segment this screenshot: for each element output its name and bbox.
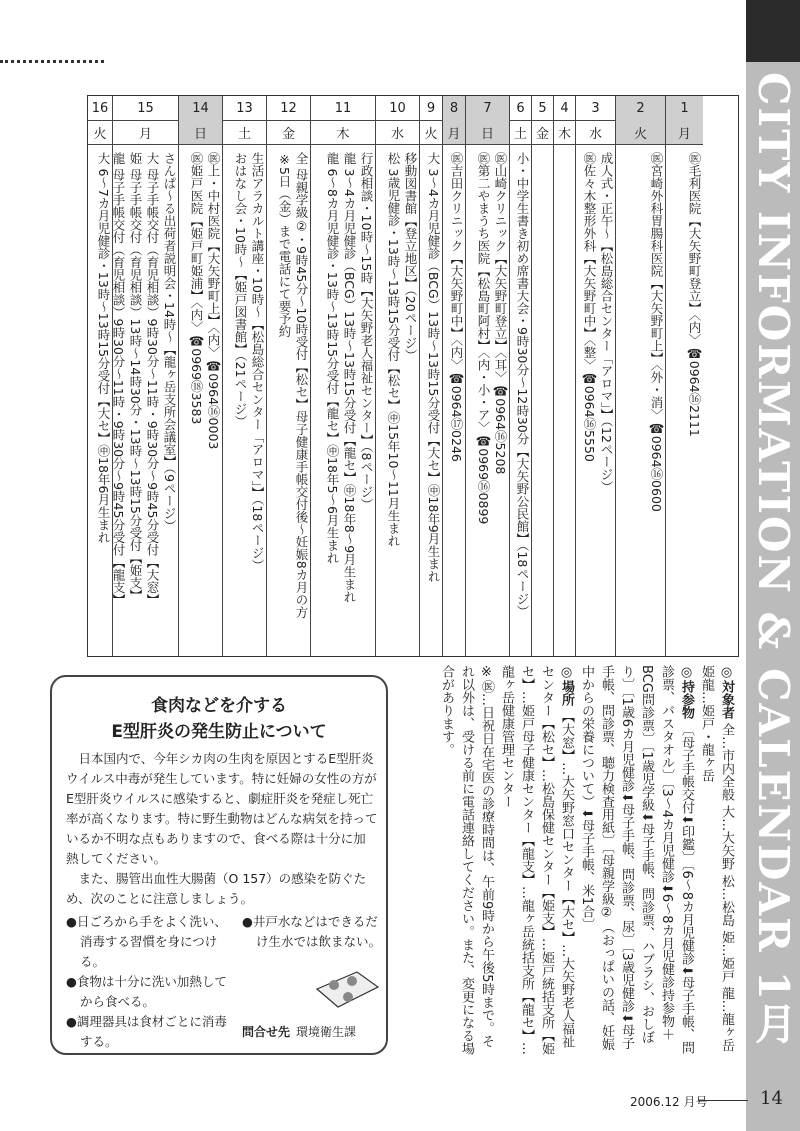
day-events — [420, 146, 442, 656]
notice-bullet-right — [242, 912, 382, 952]
day-number: 8 — [443, 96, 465, 121]
weekday: 土 — [510, 120, 531, 145]
notice-paragraph-2: また、腸管出血性大腸菌（O 157）の感染を防ぐため、次のことに注意しましょう。 — [66, 871, 367, 906]
calendar-day-column — [376, 96, 420, 656]
calendar-event: 移動図書館【登立地区】（20ページ） — [403, 152, 418, 362]
day-events — [554, 146, 575, 656]
calendar-day-column — [554, 96, 576, 656]
calendar-notes — [400, 665, 736, 1055]
calendar-day-column — [420, 96, 443, 656]
banner-cap — [746, 0, 800, 62]
day-number: 14 — [179, 96, 222, 121]
calendar-event: 成人式・正午～【松島総合センター「アロマ」】（12ページ） — [599, 152, 614, 493]
footer-rule — [698, 1100, 748, 1101]
calendar-event: おはなし会・10時～【姫戸図書館】（21ページ） — [233, 152, 248, 428]
notice-title-line1: 食肉などを介する — [151, 696, 287, 716]
place-label: ◎場所 — [559, 665, 574, 706]
calendar-event: ㊩佐々木整形外科【大矢野町中】〈整〉☎0964⑯5550 — [582, 152, 597, 462]
weekday: 金 — [532, 120, 553, 145]
calendar-event: 大 3～4カ月児健診（BCG）13時～13時15分受付【大セ】㊥18年9月生まれ — [426, 152, 441, 583]
calendar-event: 大 母子手帳交付（育児相談）9時30分～11時・9時30分～9時45分受付【大窓】 — [145, 152, 160, 606]
day-number: 16 — [88, 96, 112, 121]
calendar-day-column — [510, 96, 532, 656]
day-number: 9 — [420, 96, 442, 121]
calendar-table — [87, 95, 739, 657]
weekday: 金 — [267, 120, 310, 145]
day-events — [666, 146, 703, 656]
day-number: 15 — [113, 96, 178, 121]
bullet-item: ●調理器具は食材ごとに消毒する。 — [66, 1014, 227, 1049]
issue-label: 2006.12 月号 — [630, 1095, 708, 1109]
weekday: 日 — [466, 120, 509, 145]
items-text: 〔母子手帳交付⬇印鑑〕〔6～8カ月児健診⬇母子手帳、問診票、バスタオル〕〔3～4カ月児健診⬇6～8カ月児健診持参物＋BCG問診票〕〔1歳児学級⬇母子手帳、問診票、ハブラシ、おしぼり〕〔1歳6カ月児健診⬇母子手帳、問診票、尿〕〔3歳児健診⬇母子手帳、問診票、聴力検査用紙〕〔母親学級②（おっぱいの話、妊娠中からの栄養について）⬇母子手帳、米1合〕 — [579, 665, 694, 1054]
day-number: 7 — [466, 96, 509, 121]
calendar-day-column — [179, 96, 223, 656]
cutting-board-illustration — [312, 967, 382, 1012]
weekday: 火 — [420, 120, 442, 145]
notice-title-line2: E型肝炎の発生防止について — [111, 722, 327, 742]
weekday: 月 — [113, 120, 178, 145]
calendar-day-column — [113, 96, 179, 656]
day-events — [510, 146, 531, 656]
items-label: ◎持参物 — [679, 665, 694, 719]
day-events — [267, 146, 310, 656]
day-number: 3 — [576, 96, 615, 121]
weekday: 日 — [179, 120, 222, 145]
calendar-event: ※5日（金）まで電話にて要予約 — [277, 152, 292, 338]
weekday: 土 — [223, 120, 266, 145]
calendar-event: ㊩上・中村医院【大矢野町上】〈内〉☎0964⑯0003 — [206, 152, 221, 450]
day-events — [88, 146, 112, 656]
calendar-event: ㊩姫戸医院【姫戸町姫浦】〈内〉☎0969⑱3583 — [189, 152, 204, 425]
contact-label: 問合せ先 — [242, 1025, 291, 1039]
day-number: 4 — [554, 96, 575, 121]
notice-paragraph-1: 日本国内で、今年シカ肉の生肉を原因とするE型肝炎ウイルス中毒が発生しています。特に妊婦の女性の方がE型肝炎ウイルスに感染すると、劇症肝炎を発症し死亡率が高くなります。特に野生動物はどんな病気を持っているか不明な点もありますので、食べる際は十分に加熱してください。 — [66, 751, 378, 866]
place-text: 【大窓】…大矢野窓口センター【大セ】…大矢野老人福祉センター【松セ】…松島保健センター【姫支】…姫戸統括支所【姫セ】…姫戸母子健康センター【龍支】…龍ヶ岳統括支所【龍セ】…龍ヶ岳健康管理センター — [499, 665, 574, 1055]
calendar-day-column — [616, 96, 666, 656]
weekday: 木 — [311, 120, 375, 145]
day-events — [311, 146, 375, 656]
day-number: 12 — [267, 96, 310, 121]
target-note — [696, 665, 736, 1055]
bullet-item: ●井戸水などはできるだけ生水では飲まない。 — [242, 914, 382, 949]
calendar-event: ㊩宮崎外科胃腸科医院【大矢野町上】〈外・消〉☎0964⑯0600 — [649, 152, 664, 512]
calendar-event: ㊩毛利医院【大矢野町登立】〈内〉☎0964⑯2111 — [687, 152, 702, 437]
calendar-day-column — [223, 96, 267, 656]
day-number: 5 — [532, 96, 553, 121]
place-note — [496, 665, 576, 1055]
day-events — [576, 146, 615, 656]
calendar-event: ㊩山崎クリニック【大矢野町登立】〈耳〉☎0964⑯5208 — [493, 152, 508, 475]
banner-title: CITY INFORMATION & CALENDAR 1月 — [749, 72, 798, 1046]
weekday: 水 — [576, 120, 615, 145]
day-events — [376, 146, 419, 656]
calendar-day-column — [267, 96, 311, 656]
weekday: 木 — [554, 120, 575, 145]
section-banner — [746, 0, 800, 1131]
calendar-event: 龍 母子手帳交付（育児相談）9時30分～11時・9時30分～9時45分受付【龍支】 — [111, 152, 126, 606]
day-events — [616, 146, 665, 656]
weekday: 火 — [616, 120, 665, 145]
target-label: ◎対象者 — [719, 665, 734, 719]
page-number: 14 — [760, 1088, 783, 1109]
contact-line — [242, 1023, 356, 1040]
contact-department: 環境衛生課 — [296, 1025, 357, 1039]
calendar-day-column — [666, 96, 703, 656]
calendar-event: 大 6～7カ月児健診・13時～13時15分受付【大セ】㊥18年6月生まれ — [96, 152, 111, 544]
day-number: 6 — [510, 96, 531, 121]
notice-body — [66, 749, 378, 909]
day-number: 2 — [616, 96, 665, 121]
weekday: 月 — [443, 120, 465, 145]
day-events — [532, 146, 553, 656]
calendar-event: ㊩吉田クリニック【大矢野町中】〈内〉☎0964⑰0246 — [449, 152, 464, 462]
calendar-event: 小・中学生書き初め席書大会・9時30分～12時30分【大矢野公民館】（18ページ） — [515, 152, 530, 618]
weekday: 火 — [88, 120, 112, 145]
calendar-day-column — [576, 96, 616, 656]
calendar-day-column — [311, 96, 376, 656]
calendar-event: 全 母親学級②・9時45分～10時受付【松セ】母子健康手帳交付後～妊娠8カ月の方 — [294, 152, 309, 619]
day-number: 11 — [311, 96, 375, 121]
day-events — [113, 146, 178, 656]
calendar-day-column — [532, 96, 554, 656]
calendar-day-column — [466, 96, 510, 656]
calendar-event: 行政相談・10時～15時【大矢野老人福祉センター】（8ページ） — [359, 152, 374, 511]
weekday: 水 — [376, 120, 419, 145]
calendar-event: ㊩第二やまうち医院【松島町阿村】〈内・小・ア〉☎0969⑯0899 — [476, 152, 491, 525]
day-number: 10 — [376, 96, 419, 121]
calendar-day-column — [443, 96, 466, 656]
calendar-event: 龍 6～8カ月児健診・13時～13時15分受付【龍セ】㊥18年5～6月生まれ — [325, 152, 340, 564]
calendar-event: 姫 母子手帳交付（育児相談）13時～14時30分・13時～13時15分受付【姫支】 — [128, 152, 143, 602]
calendar-event: 龍 3～4カ月児健診（BCG）13時～13時15分受付【龍セ】㊥18年8～9月生まれ — [342, 152, 357, 604]
day-number: 13 — [223, 96, 266, 121]
bullet-item: ●食物は十分に洗い加熱してから食べる。 — [66, 974, 227, 1009]
weekday: 月 — [666, 120, 703, 145]
calendar-event: 生活アラカルト講座・10時～【松島総合センター「アロマ」】（18ページ） — [250, 152, 265, 572]
dotted-rule — [0, 60, 104, 63]
calendar-event: さんぱ～る出荷者説明会・14時～【龍ヶ岳支所会議室】（9ページ） — [162, 152, 177, 533]
day-events — [179, 146, 222, 656]
target-text: 全…市内全般 大…大矢野 松…松島 姫…姫戸 龍…龍ヶ岳 姫龍…姫戸・龍ヶ岳 — [699, 665, 734, 1052]
notice-bullets — [66, 912, 236, 1052]
day-events — [466, 146, 509, 656]
doctor-note: ※㊩…日祝日在宅医の診療時間は、午前9時から午後5時まで。それ以外は、受ける前に電話連絡してください。また、変更になる場合があります。 — [439, 665, 494, 1055]
calendar-event: 松 3歳児健診・13時～13時15分受付【松セ】㊥15年10～11月生まれ — [386, 152, 401, 547]
day-events — [443, 146, 465, 656]
hepatitis-notice-box — [50, 675, 388, 1055]
items-note — [576, 665, 696, 1055]
day-events — [223, 146, 266, 656]
day-number: 1 — [666, 96, 703, 121]
bullet-item: ●日ごろから手をよく洗い、消毒する習慣を身につける。 — [66, 914, 227, 969]
